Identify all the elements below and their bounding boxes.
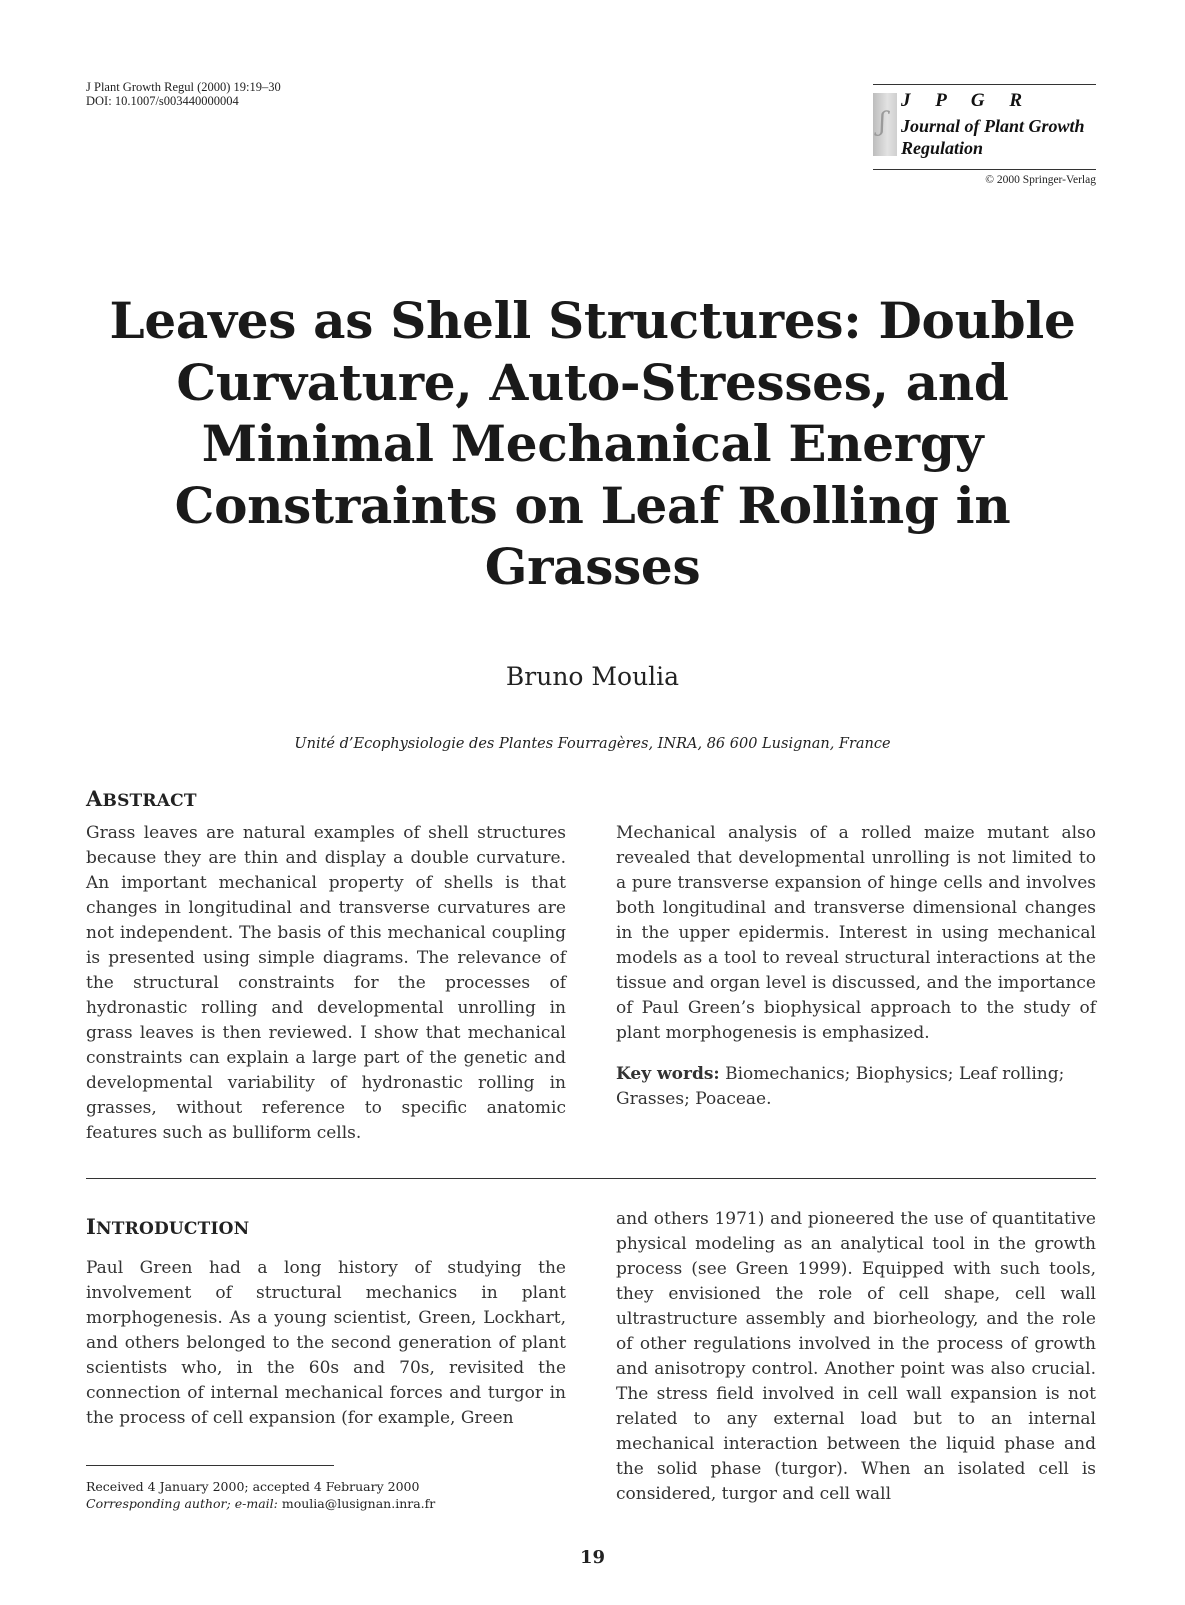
footnote-rule [86,1465,334,1466]
affiliation: Unité d’Ecophysiologie des Plantes Fourragères, INRA, 86 600 Lusignan, France [294,736,891,752]
introduction-right-column: and others 1971) and pioneered the use of quantitative physical modeling as an analytical tool in the growth process (see Green 1999). Equipped with such tools, they envisioned the role of cell shape, cell wall ultrastructure assembly and biorheology, and the role of other regulations involved in the process of growth and anisotropy control. Another point was also crucial. The stress field involved in cell wall expansion is not related to any external load but to an internal mechanical interaction between the liquid phase and the solid phase (turgor). When an isolated cell is considered, turgor and cell wall [616,1209,1096,1504]
abstract-heading-rest: BSTRACT [102,791,197,811]
abstract-right-column [616,821,1096,1112]
abstract-left-column: Grass leaves are natural examples of shell structures because they are thin and display a double curvature. An important mechanical property of shells is that changes in longitudinal and transverse curvatures are not independent. The basis of this mechanical coupling is presented using simple diagrams. The relevance of the structural constraints for the processes of hydronastic rolling and developmental unrolling in grass leaves is then reviewed. I show that mechanical constraints can explain a large part of the genetic and developmental variability of hydronastic rolling in grasses, without reference to specific anatomic features such as bulliform cells. [86,823,566,1143]
keywords [616,1062,1096,1112]
page-number: 19 [579,1547,606,1568]
journal-acronym: J P G R [901,90,1033,111]
journal-emblem-icon: ʃ [873,93,897,156]
corresponding-label: Corresponding author; e-mail: [86,1496,278,1511]
citation-line: J Plant Growth Regul (2000) 19:19–30 [86,80,281,94]
keywords-label: Key words: [616,1064,720,1084]
abstract-heading-initial: A [86,786,103,811]
introduction-heading [86,1214,249,1239]
copyright: © 2000 Springer-Verlag [985,174,1096,186]
abstract-heading [86,786,197,811]
email-address: moulia@lusignan.inra.fr [281,1496,436,1511]
article-title: Leaves as Shell Structures: Double Curvature, Auto-Stresses, and Minimal Mechanical Energy Constraints on Leaf Rolling in Grasses [109,291,1076,596]
section-divider [86,1178,1096,1179]
footnote [86,1478,566,1512]
corresponding-author [86,1495,566,1512]
abstract-right-paragraph: Mechanical analysis of a rolled maize mutant also revealed that developmental unrolling is not limited to a pure transverse expansion of hinge cells and involves both longitudinal and transverse dimensional changes in the upper epidermis. Interest in using mechanical models as a tool to reveal structural interactions at the tissue and organ level is discussed, and the importance of Paul Green’s biophysical approach to the study of plant morphogenesis is emphasized. [616,823,1096,1043]
introduction-heading-rest: NTRODUCTION [96,1219,250,1239]
journal-name: Journal of Plant Growth Regulation [901,116,1085,158]
journal-logo-box [873,84,1096,170]
author: Bruno Moulia [505,662,680,691]
introduction-heading-initial: I [86,1214,97,1239]
keywords-text: Biomechanics; Biophysics; Leaf rolling; Grasses; Poaceae. [616,1064,1065,1109]
citation [86,80,281,108]
doi-line: DOI: 10.1007/s003440000004 [86,94,239,108]
introduction-left-column: Paul Green had a long history of studying the involvement of structural mechanics in plant morphogenesis. As a young scientist, Green, Lockhart, and others belonged to the second generation of plant scientists who, in the 60s and 70s, revisited the connection of internal mechanical forces and turgor in the process of cell expansion (for example, Green [86,1258,566,1428]
received-dates: Received 4 January 2000; accepted 4 February 2000 [86,1479,420,1494]
